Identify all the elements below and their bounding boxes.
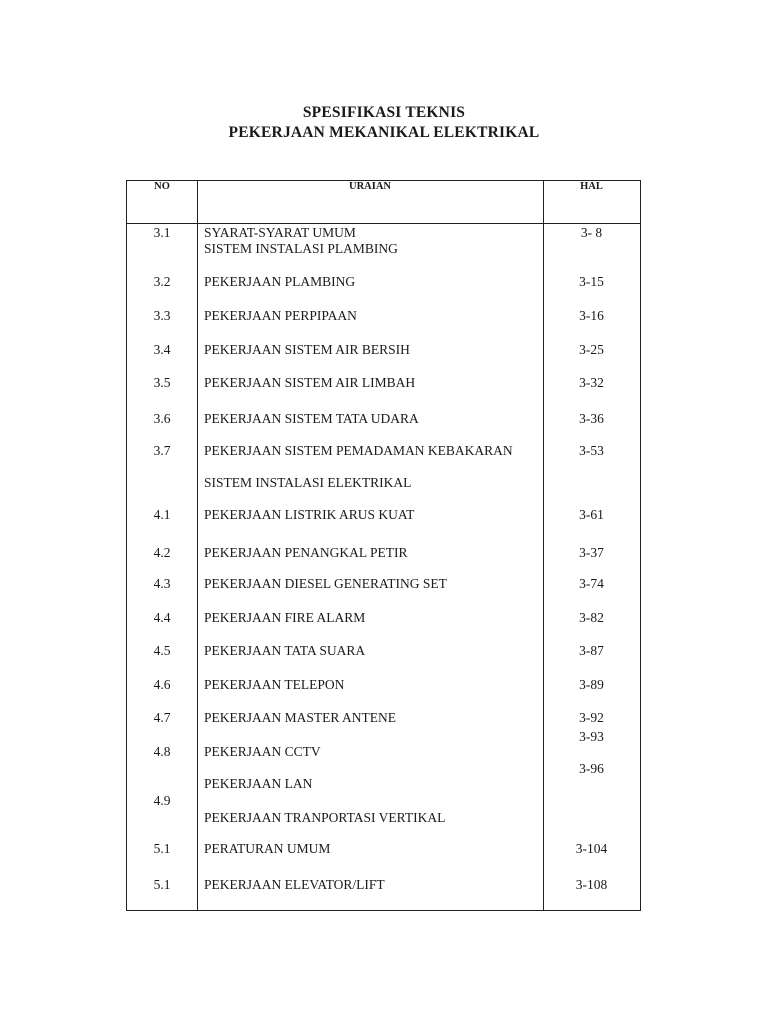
row-no: 5.1 (153, 841, 171, 856)
row-uraian: PEKERJAAN TRANPORTASI VERTIKAL (204, 810, 446, 825)
row-uraian: PEKERJAAN SISTEM PEMADAMAN KEBAKARAN (204, 443, 513, 458)
row-uraian: PERATURAN UMUM (204, 841, 331, 856)
row-uraian: PEKERJAAN TATA SUARA (204, 643, 366, 658)
row-hal: 3-89 (579, 677, 604, 692)
row-uraian: PEKERJAAN PERPIPAAN (204, 308, 357, 323)
row-hal: 3-82 (579, 610, 604, 625)
row-hal: 3-74 (579, 576, 604, 591)
row-uraian: PEKERJAAN DIESEL GENERATING SET (204, 576, 447, 591)
row-no: 3.4 (153, 342, 171, 357)
row-no: 3.6 (153, 411, 171, 426)
row-uraian: PEKERJAAN TELEPON (204, 677, 345, 692)
row-no: 4.7 (153, 710, 171, 725)
row-hal: 3-108 (575, 877, 608, 892)
row-hal: 3-37 (579, 545, 604, 560)
header-divider (127, 223, 640, 224)
column-divider (197, 181, 198, 910)
row-hal: 3-92 (579, 710, 604, 725)
header-hal: HAL (580, 181, 603, 192)
row-no: 4.3 (153, 576, 171, 591)
row-uraian: PEKERJAAN LAN (204, 776, 313, 791)
row-hal: 3-61 (579, 507, 604, 522)
row-uraian: SISTEM INSTALASI ELEKTRIKAL (204, 475, 412, 490)
row-hal: 3-32 (579, 375, 604, 390)
row-hal: 3-104 (575, 841, 608, 856)
row-no: 4.2 (153, 545, 171, 560)
row-uraian: PEKERJAAN FIRE ALARM (204, 610, 366, 625)
row-no: 3.3 (153, 308, 171, 323)
row-uraian: PEKERJAAN LISTRIK ARUS KUAT (204, 507, 415, 522)
row-hal: 3-16 (579, 308, 604, 323)
header-no: NO (154, 181, 170, 192)
row-no: 4.6 (153, 677, 171, 692)
row-hal: 3-93 (579, 729, 604, 744)
row-hal: 3-53 (579, 443, 604, 458)
row-uraian: PEKERJAAN SISTEM AIR BERSIH (204, 342, 410, 357)
row-no: 4.4 (153, 610, 171, 625)
contents-table (126, 180, 641, 911)
row-uraian: PEKERJAAN CCTV (204, 744, 321, 759)
row-no: 3.5 (153, 375, 171, 390)
document-title: SPESIFIKASI TEKNIS (302, 104, 466, 121)
row-no: 5.1 (153, 877, 171, 892)
row-hal: 3-96 (579, 761, 604, 776)
row-hal: 3-36 (579, 411, 604, 426)
row-uraian: PEKERJAAN SISTEM AIR LIMBAH (204, 375, 416, 390)
row-no: 4.9 (153, 793, 171, 808)
row-uraian: SISTEM INSTALASI PLAMBING (204, 241, 398, 256)
row-hal: 3- 8 (580, 225, 603, 240)
row-uraian: PEKERJAAN SISTEM TATA UDARA (204, 411, 419, 426)
row-uraian: PEKERJAAN PENANGKAL PETIR (204, 545, 408, 560)
row-no: 4.1 (153, 507, 171, 522)
row-hal: 3-87 (579, 643, 604, 658)
row-uraian: PEKERJAAN ELEVATOR/LIFT (204, 877, 385, 892)
row-no: 3.7 (153, 443, 171, 458)
header-uraian: URAIAN (349, 181, 391, 192)
row-hal: 3-25 (579, 342, 604, 357)
row-uraian: PEKERJAAN MASTER ANTENE (204, 710, 397, 725)
row-uraian: SYARAT-SYARAT UMUM (204, 225, 356, 240)
row-no: 3.1 (153, 225, 171, 240)
row-hal: 3-15 (579, 274, 604, 289)
row-no: 3.2 (153, 274, 171, 289)
row-no: 4.8 (153, 744, 171, 759)
document-subtitle: PEKERJAAN MEKANIKAL ELEKTRIKAL (228, 124, 540, 141)
row-uraian: PEKERJAAN PLAMBING (204, 274, 356, 289)
row-no: 4.5 (153, 643, 171, 658)
